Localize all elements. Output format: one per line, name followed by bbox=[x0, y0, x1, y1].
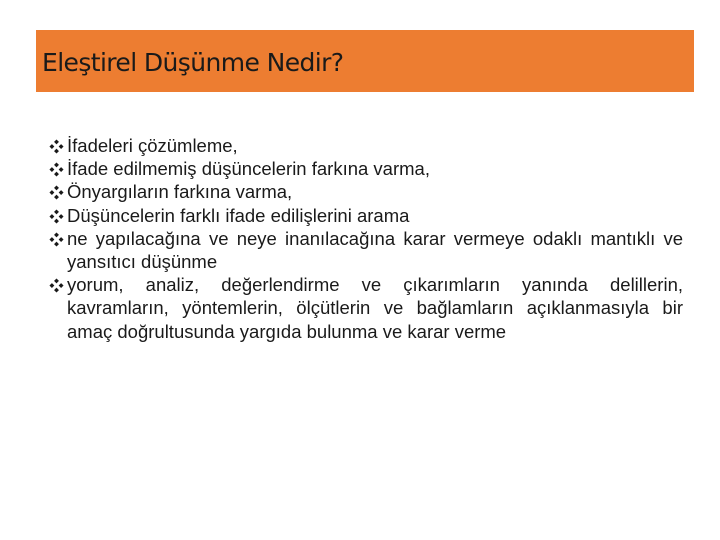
bullet-text: Önyargıların farkına varma, bbox=[67, 181, 293, 203]
diamond-quad-bullet-icon bbox=[49, 139, 64, 154]
bullet-text: İfadeleri çözümleme, bbox=[67, 135, 238, 156]
diamond-quad-bullet-icon bbox=[49, 232, 64, 247]
bullet-text: İfade edilmemiş düşüncelerin farkına varma, bbox=[67, 158, 430, 180]
bullet-text: ne yapılacağına ve neye inanılacağına karar vermeye odaklı mantıklı ve yansıtıcı düşünme bbox=[67, 227, 683, 273]
list-item bbox=[47, 273, 683, 343]
list-item bbox=[47, 204, 683, 227]
diamond-quad-bullet-icon bbox=[49, 278, 64, 293]
bullet-text: yorum, analiz, değerlendirme ve çıkarımların yanında delillerin, kavramların, yöntemlerin, ölçütlerin ve bağlamların açıklanmasıyla bir amaç doğrultusunda yargıda bulunma ve karar verme bbox=[67, 274, 683, 342]
list-item bbox=[47, 134, 683, 157]
bullet-text: Düşüncelerin farklı ifade edilişlerini arama bbox=[67, 204, 410, 226]
diamond-quad-bullet-icon bbox=[49, 185, 64, 200]
list-item bbox=[47, 227, 683, 273]
diamond-quad-bullet-icon bbox=[49, 162, 64, 177]
slide-title: Eleştirel Düşünme Nedir? bbox=[42, 47, 344, 77]
list-item bbox=[47, 180, 683, 203]
title-bar bbox=[36, 30, 694, 92]
diamond-quad-bullet-icon bbox=[49, 209, 64, 224]
list-item bbox=[47, 157, 683, 180]
bullet-list bbox=[47, 134, 683, 343]
